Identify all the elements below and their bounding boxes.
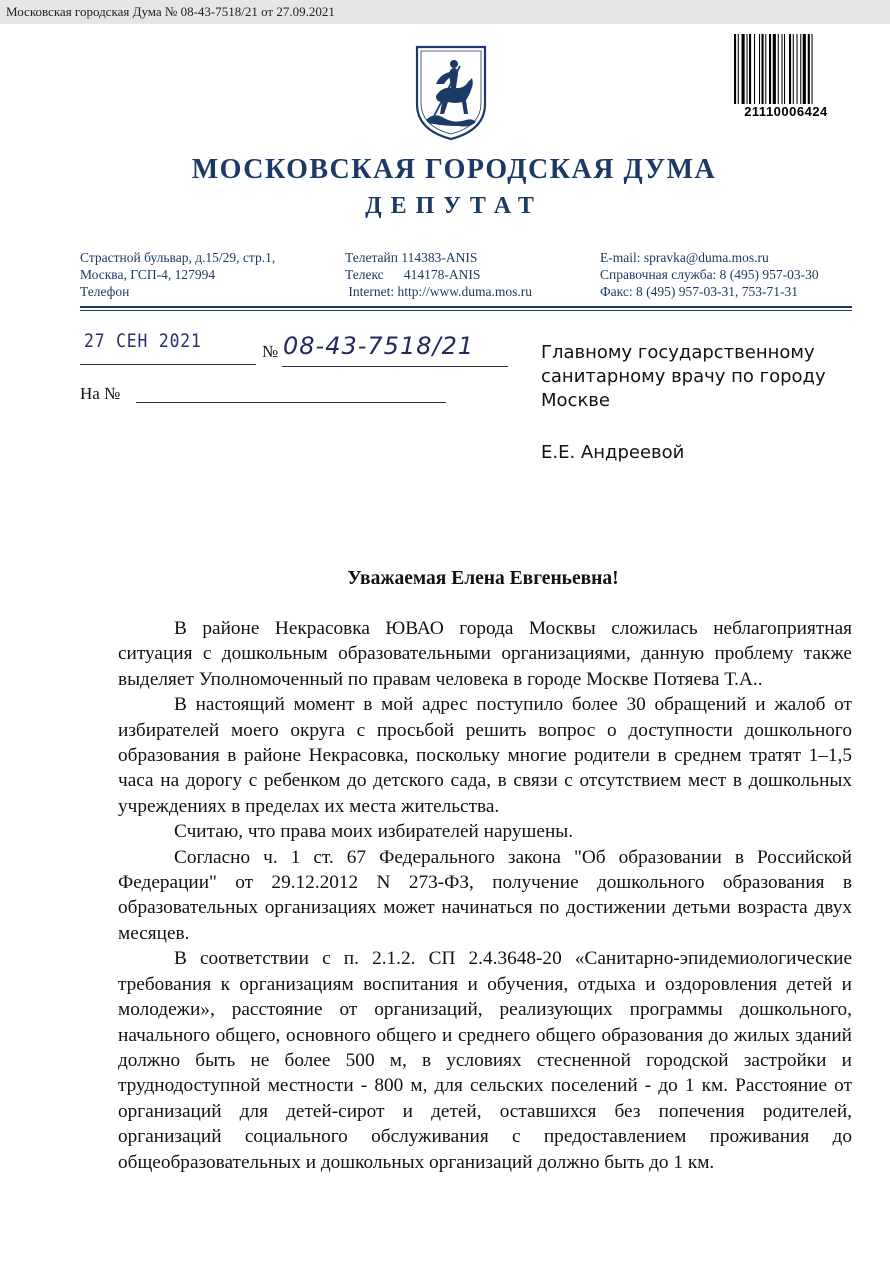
- paragraph: Считаю, что права моих избирателей нарушены.: [174, 821, 574, 843]
- addressee-line: Главному государственному: [541, 342, 815, 363]
- addressee-line: Москве: [541, 390, 610, 411]
- handwritten-reg-number: 08-43-7518/21: [283, 332, 475, 360]
- date-stamp: 27 СЕН 2021: [84, 330, 202, 352]
- contact-line: Страстной бульвар, д.15/29, стр.1,: [80, 250, 276, 265]
- addressee-name: Е.Е. Андреевой: [541, 442, 685, 463]
- header-divider: [80, 306, 852, 308]
- paragraph: Согласно ч. 1 ст. 67 Федерального закона "Об образовании в Российской Федерации" от 29.12.2012 N 273-ФЗ, получение дошкольного образования в образовательных организациях может начинаться по достижении детьми возраста двух месяцев.: [118, 846, 852, 944]
- contact-line: Справочная служба: 8 (495) 957-03-30: [600, 267, 819, 282]
- date-underline: [80, 364, 256, 365]
- contacts-telecom: [345, 249, 532, 300]
- reply-to-label: На №: [80, 384, 121, 403]
- contact-line: Internet: http://www.duma.mos.ru: [345, 284, 532, 299]
- document-title-bar: Московская городская Дума № 08-43-7518/21 от 27.09.2021: [0, 0, 890, 24]
- contact-line: Телетайп 114383-ANIS: [345, 250, 478, 265]
- barcode: [734, 34, 838, 104]
- number-underline: [282, 366, 508, 367]
- contact-line: Москва, ГСП-4, 127994: [80, 267, 216, 282]
- organization-subtitle: ДЕПУТАТ: [365, 193, 543, 219]
- contact-line: E-mail: spravka@duma.mos.ru: [600, 250, 769, 265]
- reply-to-underline: [136, 402, 446, 403]
- organization-title: МОСКОВСКАЯ ГОРОДСКАЯ ДУМА: [191, 154, 717, 185]
- contacts-address: [80, 249, 275, 300]
- letter-greeting: Уважаемая Елена Евгеньевна!: [347, 568, 619, 589]
- contact-line: Телефон: [80, 284, 130, 299]
- contacts-email: [600, 249, 819, 300]
- moscow-coat-of-arms-icon: [414, 44, 488, 142]
- contact-line: Телекс 414178-ANIS: [345, 267, 481, 282]
- number-label: №: [262, 342, 279, 361]
- paragraph: В районе Некрасовка ЮВАО города Москвы сложилась неблагоприятная ситуация с дошкольным образовательными организациями, данную проблему также выделяет Уполномоченный по правам человека в городе Москве Потяева Т.А..: [118, 618, 852, 690]
- barcode-number: 21110006424: [744, 104, 828, 119]
- addressee-block: [541, 341, 826, 413]
- letter-body: [118, 616, 852, 1175]
- header-divider-thin: [80, 310, 852, 311]
- paragraph: В соответствии с п. 2.1.2. СП 2.4.3648-20 «Санитарно-эпидемиологические требования к организациям воспитания и обучения, отдыха и оздоровления детей и молодежи», расстояние от организаций, реализующих программы дошкольного, начального общего, основного общего и среднего общего образования до жилых зданий должно быть не более 500 м, в условиях стесненной городской застройки и труднодоступной местности - 800 м, для сельских поселений - до 1 км. Расстояние от организаций для детей-сирот и детей, оставшихся без попечения родителей, организаций социального обслуживания с предоставлением проживания до общеобразовательных и дошкольных организаций должно быть до 1 км.: [118, 948, 852, 1173]
- addressee-line: санитарному врачу по городу: [541, 366, 826, 387]
- paragraph: В настоящий момент в мой адрес поступило более 30 обращений и жалоб от избирателей моего округа с просьбой решить вопрос о доступности дошкольного образования в районе Некрасовка, поскольку многие родители в среднем тратят 1–1,5 часа на дорогу с ребенком до детского сада, в связи с отсутствием мест в дошкольных учреждениях в пределах их места жительства.: [118, 694, 852, 817]
- contact-line: Факс: 8 (495) 957-03-31, 753-71-31: [600, 284, 798, 299]
